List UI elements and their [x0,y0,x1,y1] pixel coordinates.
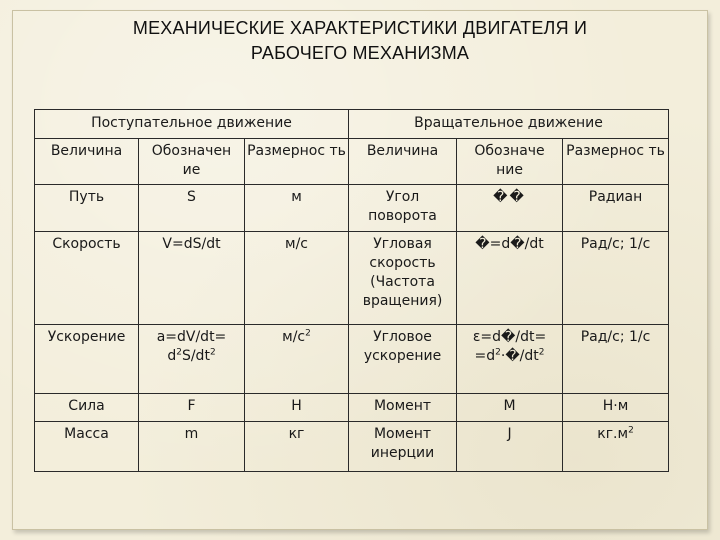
cell-quantity: Угловое ускорение [349,325,457,394]
cell-quantity: Скорость [35,232,139,325]
characteristics-table [34,109,669,472]
cell-notation: F [139,394,245,422]
header-notation-right: Обозначе ние [457,139,563,185]
cell-dimension: Радиан [563,185,669,232]
title-line-1: МЕХАНИЧЕСКИЕ ХАРАКТЕРИСТИКИ ДВИГАТЕЛЯ И [132,18,588,38]
formula-line-2: $=d^2\cdot�/dt^2$ [474,347,545,364]
cell-dimension: Н·м [563,394,669,422]
cell-notation: �� [457,185,563,232]
cell-quantity: Момент инерции [349,422,457,472]
cell-quantity: Масса [35,422,139,472]
header-quantity-left: Величина [35,139,139,185]
table-row [35,185,669,232]
table-header-row [35,139,669,185]
cell-quantity: Ускорение [35,325,139,394]
formula-line-2: $d^2S/dt^2$ [167,347,216,364]
cell-dimension: м/с [245,232,349,325]
table-row [35,422,669,472]
table-row [35,232,669,325]
title-line-2: РАБОЧЕГО МЕХАНИЗМА [250,43,470,63]
cell-notation [139,325,245,394]
cell-quantity: Путь [35,185,139,232]
table-row [35,325,669,394]
cell-notation: �=d�/dt [457,232,563,325]
cell-quantity: Угловая скорость (Частота вращения) [349,232,457,325]
table-row [35,394,669,422]
formula-line-1: ε=d�/dt= [472,329,547,345]
group-translational: Поступательное движение [35,110,349,139]
cell-notation [457,325,563,394]
table-group-row [35,110,669,139]
cell-dimension: м [245,185,349,232]
cell-notation: S [139,185,245,232]
header-dimension-right: Размернос ть [563,139,669,185]
header-quantity-right: Величина [349,139,457,185]
cell-quantity: Угол поворота [349,185,457,232]
cell-notation: V=dS/dt [139,232,245,325]
cell-dimension: $кг.м^2$ [563,422,669,472]
cell-dimension: $м/с^2$ [245,325,349,394]
formula-line-1: a=dV/dt= [156,329,227,345]
cell-quantity: Сила [35,394,139,422]
cell-notation: m [139,422,245,472]
slide-title [0,16,720,66]
cell-dimension: Н [245,394,349,422]
cell-notation: J [457,422,563,472]
group-rotational: Вращательное движение [349,110,669,139]
header-dimension-left: Размернос ть [245,139,349,185]
cell-dimension: Рад/с; 1/с [563,325,669,394]
header-notation-left: Обозначен ие [139,139,245,185]
cell-dimension: Рад/с; 1/с [563,232,669,325]
cell-quantity: Момент [349,394,457,422]
cell-notation: М [457,394,563,422]
cell-dimension: кг [245,422,349,472]
